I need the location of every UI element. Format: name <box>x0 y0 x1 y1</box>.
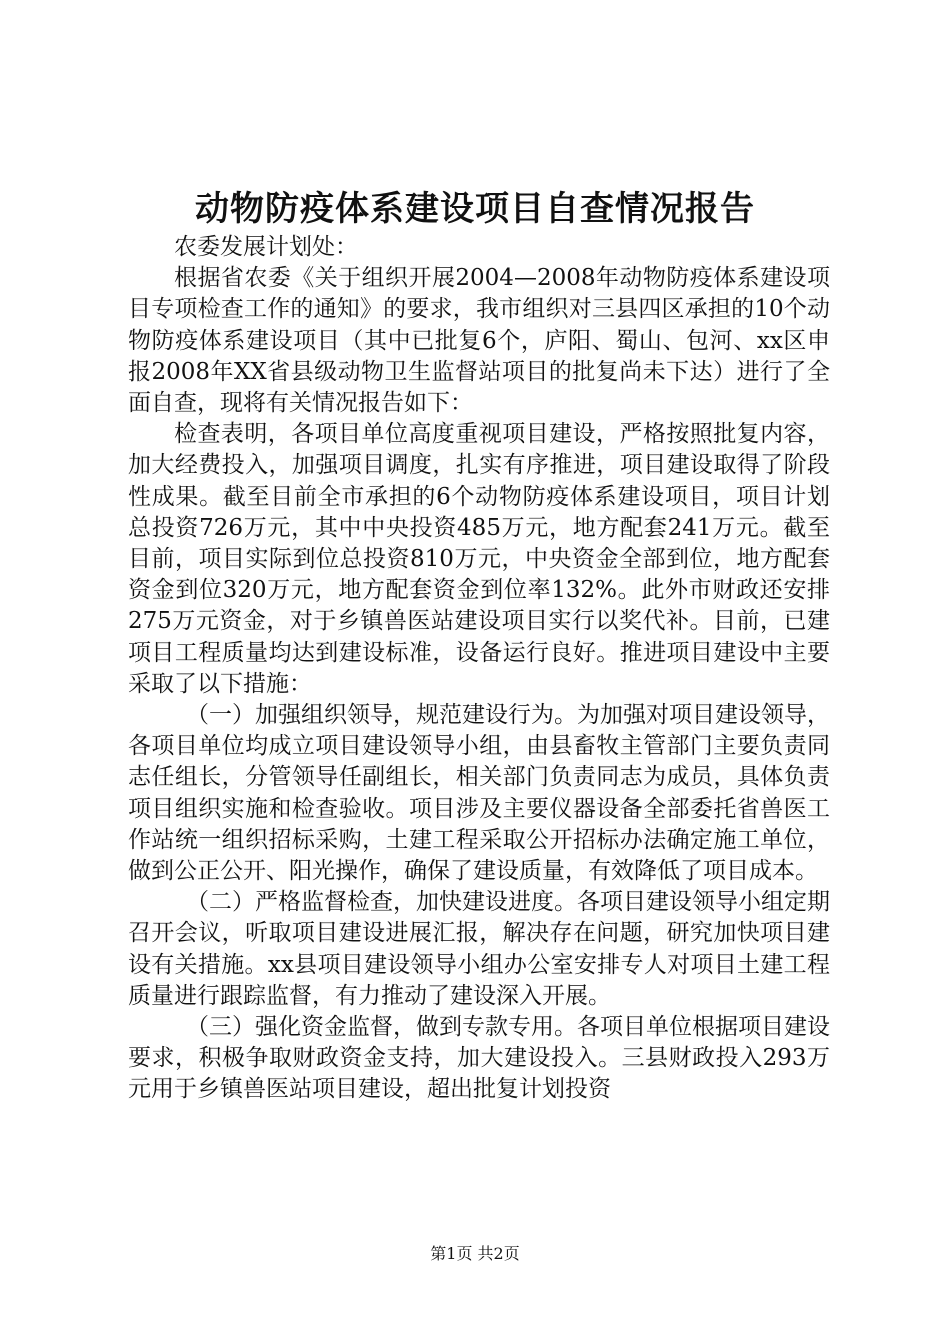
paragraph-measure-2: （二）严格监督检查，加快建设进度。各项目建设领导小组定期召开会议，听取项目建设进展汇报，解决存在问题，研究加快项目建设有关措施。xx县项目建设领导小组办公室安排专人对项目土建工程质量进行跟踪监督，有力推动了建设深入开展。 <box>128 889 830 1009</box>
salutation: 农委发展计划处： <box>174 234 358 260</box>
paragraph-findings: 检查表明，各项目单位高度重视项目建设，严格按照批复内容，加大经费投入，加强项目调度，扎实有序推进，项目建设取得了阶段性成果。截至目前全市承担的6个动物防疫体系建设项目，项目计划总投资726万元，其中中央投资485万元，地方配套241万元。截至目前，项目实际到位总投资810万元，中央资金全部到位，地方配套资金到位320万元，地方配套资金到位率132%。此外市财政还安排275万元资金，对于乡镇兽医站建设项目实行以奖代补。目前，已建项目工程质量均达到建设标准，设备运行良好。推进项目建设中主要采取了以下措施： <box>128 421 830 697</box>
paragraph-measure-3: （三）强化资金监督，做到专款专用。各项目单位根据项目建设要求，积极争取财政资金支持，加大建设投入。三县财政投入293万元用于乡镇兽医站项目建设，超出批复计划投资 <box>128 1014 830 1103</box>
page-footer <box>0 1242 950 1266</box>
page-indicator: 第1页 共2页 <box>430 1244 520 1263</box>
document-body <box>128 232 830 1106</box>
document-title: 动物防疫体系建设项目自查情况报告 <box>195 189 755 229</box>
paragraph-intro: 根据省农委《关于组织开展2004—2008年动物防疫体系建设项目专项检查工作的通知》的要求，我市组织对三县四区承担的10个动物防疫体系建设项目（其中已批复6个，庐阳、蜀山、包河、xx区申报2008年XX省县级动物卫生监督站项目的批复尚未下达）进行了全面自查，现将有关情况报告如下： <box>128 265 830 417</box>
paragraph-measure-1: （一）加强组织领导，规范建设行为。为加强对项目建设领导，各项目单位均成立项目建设领导小组，由县畜牧主管部门主要负责同志任组长，分管领导任副组长，相关部门负责同志为成员，具体负责项目组织实施和检查验收。项目涉及主要仪器设备全部委托省兽医工作站统一组织招标采购，土建工程采取公开招标办法确定施工单位，做到公正公开、阳光操作，确保了建设质量，有效降低了项目成本。 <box>128 702 830 885</box>
